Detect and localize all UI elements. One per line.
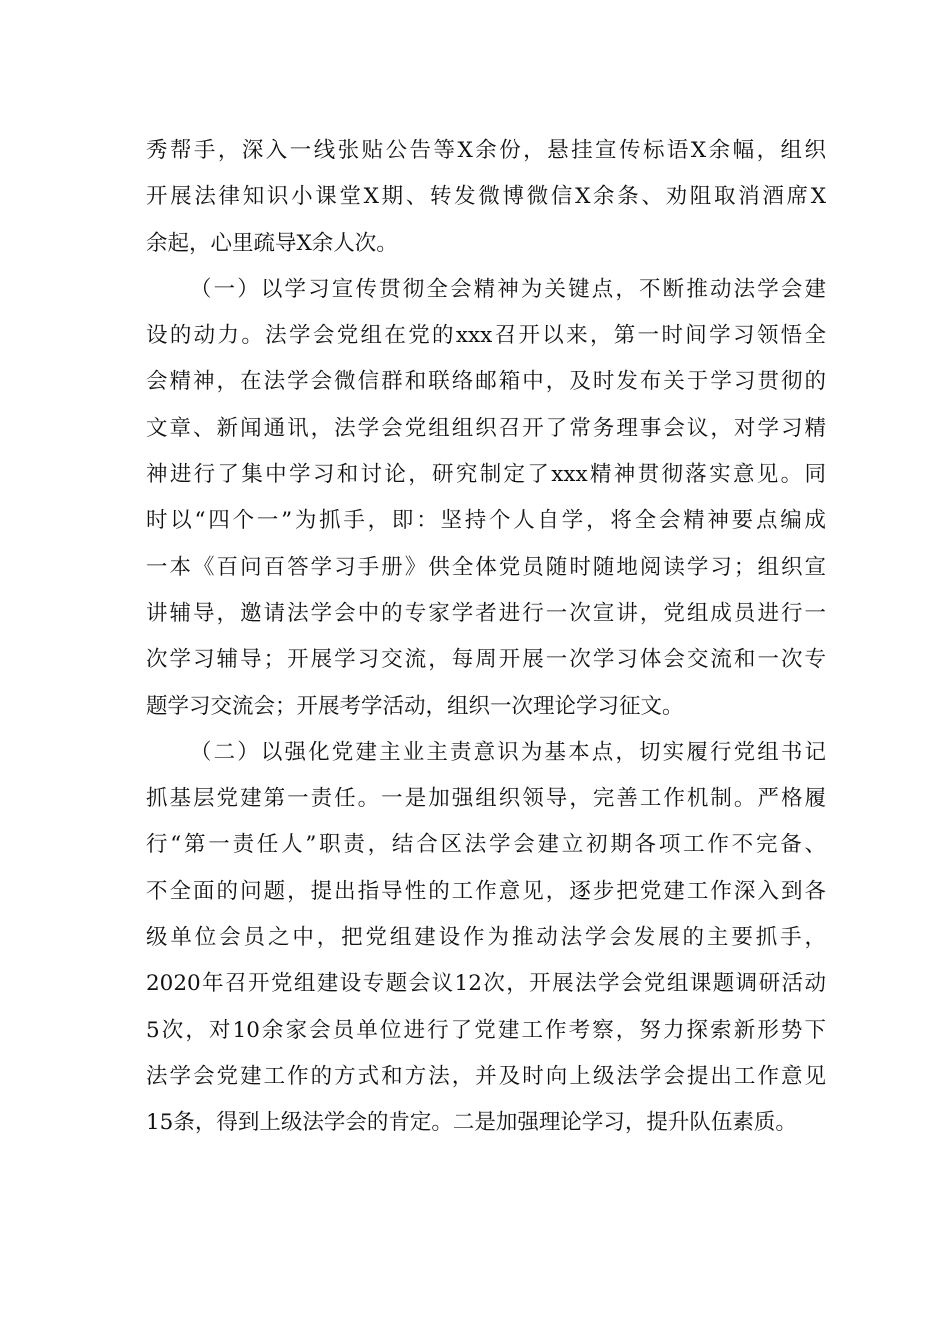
text-line: 会精神，在法学会微信群和联络邮箱中，及时发布关于学习贯彻的 <box>146 369 826 395</box>
text-line: 5次，对10余家会员单位进行了党建工作考察，努力探索新形势下 <box>146 1017 826 1043</box>
text-line: 一本《百问百答学习手册》供全体党员随时随地阅读学习；组织宣 <box>146 554 826 580</box>
text-line: 神进行了集中学习和讨论，研究制定了xxx精神贯彻落实意见。同 <box>146 462 826 488</box>
text-line: 设的动力。法学会党组在党的xxx召开以来，第一时间学习领悟全 <box>146 323 826 349</box>
text-line: （二）以强化党建主业主责意识为基本点，切实履行党组书记 <box>190 739 826 765</box>
paragraph <box>146 128 826 267</box>
text-line: 秀帮手，深入一线张贴公告等X余份，悬挂宣传标语X余幅，组织 <box>146 138 826 163</box>
text-line: 余起，心里疏导X余人次。 <box>146 230 398 256</box>
paragraph <box>146 267 826 730</box>
text-line: 行“第一责任人”职责，结合区法学会建立初期各项工作不完备、 <box>146 832 826 858</box>
text-line: 不全面的问题，提出指导性的工作意见，逐步把党建工作深入到各 <box>146 878 826 904</box>
text-line: 时以“四个一”为抓手，即：坚持个人自学，将全会精神要点编成 <box>146 508 826 534</box>
text-line: 讲辅导，邀请法学会中的专家学者进行一次宣讲，党组成员进行一 <box>146 600 826 626</box>
text-line: 次学习辅导；开展学习交流，每周开展一次学习体会交流和一次专 <box>146 647 826 673</box>
text-line: 文章、新闻通讯，法学会党组组织召开了常务理事会议，对学习精 <box>146 415 826 441</box>
text-line: 级单位会员之中，把党组建设作为推动法学会发展的主要抓手， <box>146 925 826 951</box>
text-line: 2020年召开党组建设专题会议12次，开展法学会党组课题调研活动 <box>146 971 826 997</box>
text-line: 15条，得到上级法学会的肯定。二是加强理论学习，提升队伍素质。 <box>146 1110 797 1136</box>
text-line: （一）以学习宣传贯彻全会精神为关键点，不断推动法学会建 <box>190 276 826 302</box>
text-line: 法学会党建工作的方式和方法，并及时向上级法学会提出工作意见 <box>146 1063 826 1089</box>
text-line: 抓基层党建第一责任。一是加强组织领导，完善工作机制。严格履 <box>146 786 826 812</box>
text-line: 开展法律知识小课堂X期、转发微博微信X余条、劝阻取消酒席X <box>146 184 826 210</box>
text-line: 题学习交流会；开展考学活动，组织一次理论学习征文。 <box>146 693 684 719</box>
document-body <box>146 128 826 1147</box>
paragraph <box>146 730 826 1147</box>
